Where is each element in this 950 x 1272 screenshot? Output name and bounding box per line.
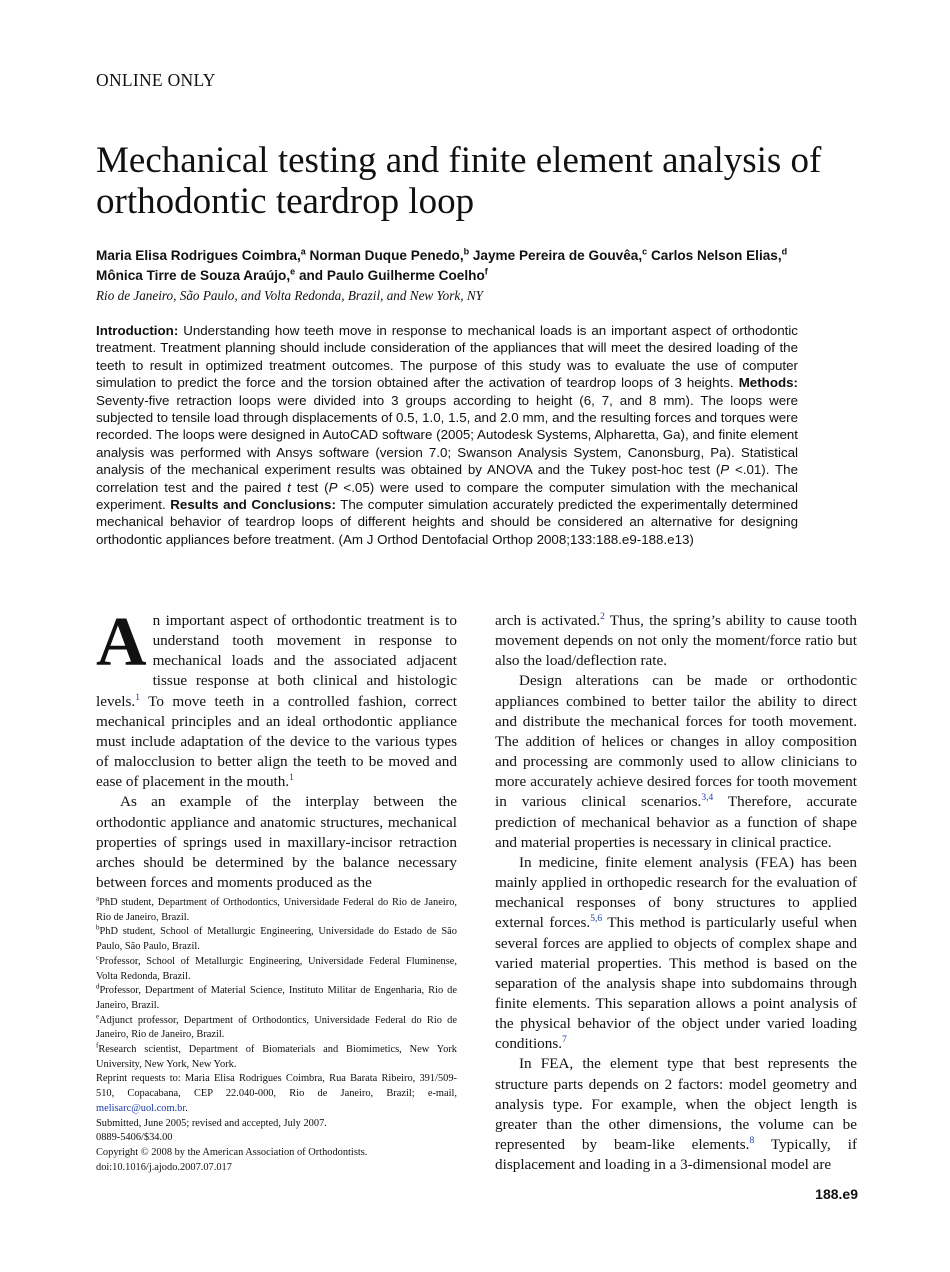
author-locations: Rio de Janeiro, São Paulo, and Volta Redonda, Brazil, and New York, NY	[96, 288, 483, 303]
abstract-intro-label: Introduction:	[96, 323, 179, 338]
body-paragraph	[96, 604, 457, 792]
footnote	[96, 896, 457, 925]
paragraph-text: In FEA, the element type that best represents the structure parts depends on 2 factors: model geometry and analysis type. For example, when the object length is greater than the other dimensions, the volume can be represented by beam-like elements.	[495, 1055, 857, 1154]
author-affiliation-mark: b	[463, 246, 470, 257]
abstract-intro-text: Understanding how teeth move in response to mechanical loads is an important aspect of orthodontic treatment. Treatment planning should include consideration of the appliances that will meet the desired loading of the teeth to result in optimized treatment outcomes. The purpose of this study was to evaluate the use of computer simulation to predict the force and the torsion obtained after the activation of teardrop loops of 3 heights.	[96, 323, 798, 391]
citation-link[interactable]: 7	[562, 1035, 567, 1046]
abstract-methods-label: Methods:	[738, 375, 798, 391]
issn: 0889-5406/$34.00	[96, 1132, 173, 1144]
author-list	[96, 246, 866, 286]
author-name: Jayme Pereira de Gouvêa,	[472, 248, 643, 263]
footnote-text: PhD student, Department of Orthodontics, Universidade Federal do Rio de Janeiro, Rio de Janeiro, Brazil.	[96, 897, 457, 923]
footnote-text: Reprint requests to: Maria Elisa Rodrigues Coimbra, Rua Barata Ribeiro, 391/509-510, Copacabana, CEP 22.040-000, Rio de Janeiro, Brazil; e-mail,	[96, 1073, 457, 1100]
p-symbol: P	[720, 462, 730, 478]
body-paragraph	[495, 671, 857, 852]
p-symbol: P	[328, 479, 338, 495]
drop-cap: A	[96, 604, 147, 681]
footnote	[96, 925, 457, 954]
paragraph-text: This method is particularly useful when several forces are applied to objects of complex shape and varied material properties. This method is based on the separation of the analysis shape into subdomains through finite elements. This separation allows a point analysis of the physical behavior of the object under varied loading conditions.	[495, 914, 857, 1053]
article-title: Mechanical testing and finite element analysis of orthodontic teardrop loop	[96, 140, 822, 222]
footnote	[96, 984, 457, 1013]
author-name: Maria Elisa Rodrigues Coimbra,	[96, 248, 301, 263]
paragraph-text: In medicine, finite element analysis (FEA) has been mainly applied in orthopedic research for the evaluation of mechanical responses of bony structures to applied external forces.	[495, 853, 857, 932]
footnote-mark: c	[96, 953, 100, 962]
author-affiliation-mark: d	[781, 246, 788, 257]
citation-link[interactable]: 5,6	[590, 914, 603, 925]
abstract-results-text: The computer simulation accurately predicted the experimentally determined mechanical behavior of teardrop loops of different heights and should be considered an alternative for designing orthodontic appliances before treatment. (Am J Orthod Dentofacial Orthop 2008;133:188.e9-188.e13)	[96, 497, 798, 547]
author-affiliation-mark: a	[300, 246, 306, 257]
abstract-methods-text: <.05) were used to compare the computer simulation with the mechanical experiment.	[96, 479, 798, 513]
paragraph-text: Typically, if displacement and loading in a 3-dimensional model are	[495, 1136, 857, 1174]
paragraph-text: Therefore, accurate prediction of mechanical behavior as a function of shape and material properties is necessary in clinical practice.	[495, 793, 857, 851]
footnote-mark: f	[96, 1041, 99, 1050]
author-name: and Paulo Guilherme Coelho	[298, 268, 485, 283]
copyright: Copyright © 2008 by the American Association of Orthodontists.	[96, 1146, 368, 1158]
body-column-left	[96, 604, 457, 893]
abstract-methods-text: <.01). The correlation test and the paired	[96, 462, 798, 495]
submission-dates: Submitted, June 2005; revised and accepted, July 2007.	[96, 1117, 327, 1129]
section-label: ONLINE ONLY	[96, 70, 216, 90]
author-affiliation-mark: c	[642, 246, 648, 257]
citation-link[interactable]: 3,4	[701, 793, 714, 804]
paragraph-text: Design alterations can be made or orthodontic appliances combined to better tailor the ability to direct and distribute the mechanical forces for tooth movement. The addition of helices or changes in alloy composition and processing are commonly used to allow clinicians to more accurately achieve desired forces for tooth movement in various clinical scenarios.	[495, 672, 857, 811]
abstract-results-label: Results and Conclusions:	[170, 497, 336, 513]
body-paragraph	[495, 853, 857, 1055]
footnote-mark: e	[96, 1012, 100, 1021]
author-affiliation-mark: e	[290, 266, 296, 277]
footnote-text: Professor, School of Metallurgic Engineering, Universidade Federal Fluminense, Volta Redonda, Brazil.	[96, 955, 457, 982]
citation-link[interactable]: 8	[749, 1136, 755, 1146]
doi-link[interactable]: doi:10.1016/j.ajodo.2007.07.017	[96, 1161, 232, 1173]
footnotes	[96, 896, 457, 1175]
paragraph-text: To move teeth in a controlled fashion, correct mechanical principles and an ideal orthodontic appliance must include adaptation of the device to the various types of malocclusion to better align the teeth to be moved and ease of placement in the mouth.	[96, 692, 457, 791]
paragraph-text: Thus, the spring’s ability to cause tooth movement depends on not only the moment/force ratio but also the load/deflection rate.	[495, 612, 857, 670]
body-paragraph: As an example of the interplay between the orthodontic appliance and anatomic structures, mechanical properties of springs used in maxillary-incisor retraction arches should be determined by the balance necessary between forces and moments produced as the	[96, 793, 457, 892]
footnote-text: Adjunct professor, Department of Orthodontics, Universidade Federal do Rio de Janeiro, Rio de Janeiro, Brazil.	[96, 1014, 457, 1041]
t-symbol: t	[287, 479, 291, 495]
abstract-methods-text: Seventy-five retraction loops were divided into 3 groups according to height (6, 7, and 8 mm). The loops were subjected to tensile load through displacements of 0.5, 1.0, 1.5, and 2.0 mm, and the resulting forces and torques were recorded. The loops were designed in AutoCAD software (2005; Autodesk Systems, Alpharetta, Ga), and finite element analysis was performed with Ansys software (version 7.0; Swanson Analysis System, Canonsburg, Pa). Statistical analysis of the mechanical experiment results was obtained by ANOVA and the Tukey post-hoc test (	[96, 392, 798, 478]
footnote-mark: a	[96, 894, 100, 903]
footnote-text: Professor, Department of Material Science, Instituto Militar de Engenharia, Rio de Janeiro, Brazil.	[96, 985, 457, 1011]
body-paragraph	[495, 1054, 857, 1175]
footnote	[96, 955, 457, 984]
author-name: Mônica Tirre de Souza Araújo,	[96, 268, 291, 283]
author-name: Carlos Nelson Elias,	[650, 248, 782, 263]
footnote-text: Research scientist, Department of Biomaterials and Biomimetics, New York University, New York, New York.	[96, 1044, 457, 1070]
footnote	[96, 1043, 457, 1072]
email-link[interactable]: melisarc@uol.com.br	[96, 1102, 186, 1114]
footnote-text: PhD student, School of Metallurgic Engineering, Universidade do Estado de São Paulo, São Paulo, Brazil.	[96, 926, 457, 953]
body-column-right	[495, 611, 857, 1175]
abstract-methods-text: test (	[290, 479, 329, 495]
footnote-mark: d	[96, 982, 100, 991]
footnote	[96, 1014, 457, 1043]
reprint-requests	[96, 1072, 457, 1116]
body-paragraph	[495, 611, 857, 671]
citation-link[interactable]: 1	[289, 773, 294, 784]
citation-link[interactable]: 2	[600, 611, 605, 622]
citation-link[interactable]: 1	[135, 692, 140, 703]
footnote-text: .	[185, 1102, 188, 1114]
page-number: 188.e9	[815, 1186, 858, 1202]
paragraph-text: arch is activated.	[495, 612, 601, 629]
author-affiliation-mark: f	[484, 266, 488, 277]
footnote-mark: b	[96, 923, 100, 932]
author-name: Norman Duque Penedo,	[309, 248, 464, 263]
paragraph-text: n important aspect of orthodontic treatment is to understand tooth movement in response to mechanical loads and the associated adjacent tissue response at both clinical and histologic levels.	[96, 612, 457, 710]
abstract	[96, 322, 798, 548]
